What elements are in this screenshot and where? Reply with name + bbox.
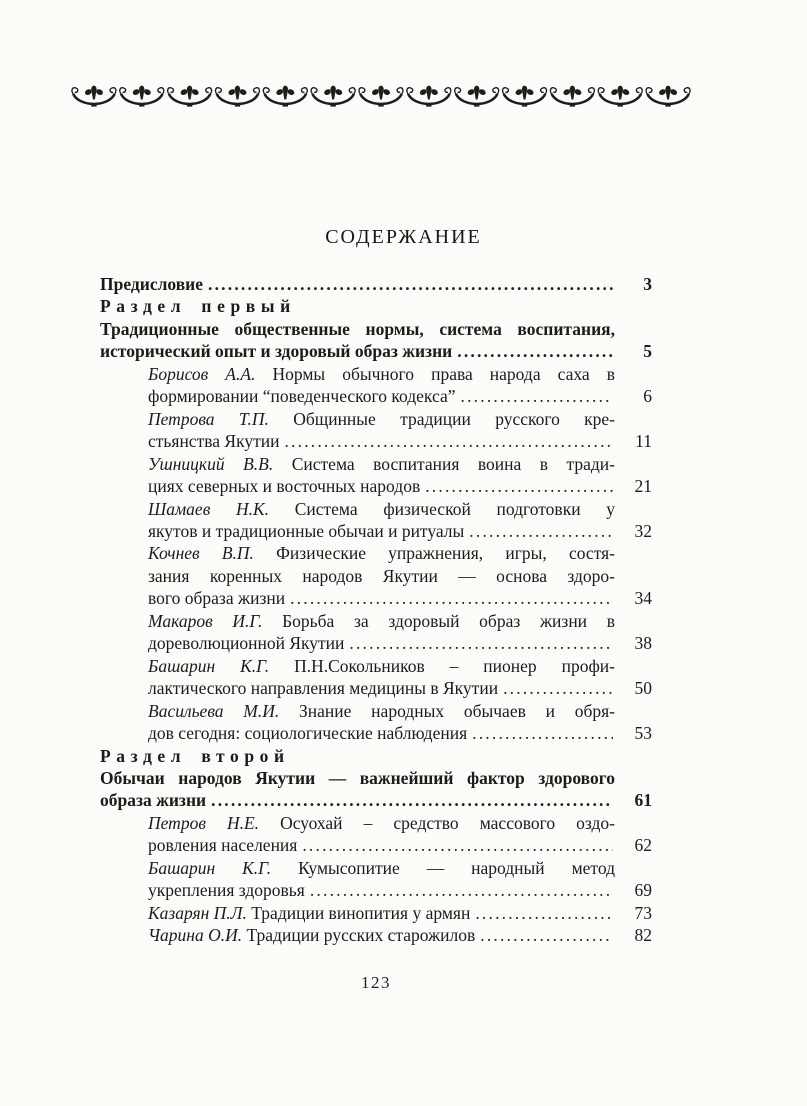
entry-title-text: дореволюционной Якутии xyxy=(148,633,345,654)
entry-title-text: Предисловие xyxy=(100,274,204,294)
toc-line xyxy=(100,857,652,879)
dot-leader xyxy=(208,273,613,295)
entry-text xyxy=(100,273,203,295)
page-number: 50 xyxy=(634,678,652,699)
entry-title-text: Раздел второй xyxy=(100,745,290,766)
author-name: Петрова Т.П. xyxy=(148,408,294,429)
entry-title-text: лактического направления медицины в Якутии xyxy=(148,678,499,699)
entry-title-text: Физические упражнения, игры, состя- xyxy=(276,543,615,564)
author-name: Макаров И.Г. xyxy=(148,610,283,631)
page-number: 5 xyxy=(643,341,652,362)
toc-line xyxy=(100,340,652,362)
author-name: Шамаев Н.К. xyxy=(148,498,295,519)
entry-title-text: Традиционные общественные нормы, система воспитания, xyxy=(100,318,615,339)
entry-title-text: исторический опыт и здоровый образ жизни xyxy=(100,341,453,362)
page-number: 11 xyxy=(635,431,652,452)
entry-title-text: Обычаи народов Якутии — важнейший фактор здорового xyxy=(100,767,615,788)
entry-title-text: Система воспитания воина в тради- xyxy=(291,453,615,474)
toc-line xyxy=(100,924,652,946)
page-number: 53 xyxy=(634,723,652,744)
entry-title-text: Борьба за здоровый образ жизни в xyxy=(282,610,615,631)
toc-line xyxy=(100,767,652,789)
entry-title-text: Нормы обычного права народа саха в xyxy=(272,363,615,384)
toc-line xyxy=(100,879,652,901)
entry-title-text: вого образа жизни xyxy=(148,588,286,609)
toc-line xyxy=(100,789,652,811)
dot-leader xyxy=(461,385,613,407)
page-number: 73 xyxy=(634,902,652,923)
toc-line xyxy=(100,520,652,542)
dot-leader xyxy=(480,924,613,946)
dot-leader xyxy=(457,340,613,362)
dot-leader xyxy=(310,879,613,901)
page-number: 38 xyxy=(634,633,652,654)
entry-text xyxy=(148,587,285,609)
dot-leader xyxy=(469,520,613,542)
entry-text xyxy=(100,340,452,362)
dot-leader xyxy=(425,475,613,497)
entry-title-text: Общинные традиции русского кре- xyxy=(293,408,616,429)
author-name: Васильева М.И. xyxy=(148,700,300,721)
dot-leader xyxy=(472,722,613,744)
entry-text xyxy=(148,677,498,699)
page-number: 3 xyxy=(643,274,652,294)
dot-leader xyxy=(284,430,613,452)
author-name: Борисов А.А. xyxy=(148,363,273,384)
entry-title-text: формировании “поведенческого кодекса” xyxy=(148,386,456,407)
entry-text xyxy=(148,520,464,542)
author-name: Башарин К.Г. xyxy=(148,655,295,676)
toc-line xyxy=(100,295,652,317)
folio-page-number: 123 xyxy=(361,973,391,992)
entry-title-text: Раздел первый xyxy=(100,296,296,317)
page-number: 21 xyxy=(634,476,652,497)
page-number: 62 xyxy=(634,835,652,856)
dot-leader xyxy=(211,789,613,811)
entry-title-text: стьянства Якутии xyxy=(148,431,280,452)
page-number: 82 xyxy=(634,925,652,946)
dot-leader xyxy=(475,902,613,924)
author-name: Кочнев В.П. xyxy=(148,543,277,564)
page-title: СОДЕРЖАНИЕ xyxy=(325,226,482,248)
entry-title-text: Традиции винопития у армян xyxy=(251,902,471,923)
entry-title-text: дов сегодня: социологические наблюдения xyxy=(148,723,468,744)
entry-title-text: Традиции русских старожилов xyxy=(246,925,476,946)
entry-title-text: ровления населения xyxy=(148,835,298,856)
toc-list xyxy=(100,273,652,947)
entry-text xyxy=(148,632,344,654)
toc-line xyxy=(100,363,652,385)
entry-text xyxy=(148,385,456,407)
toc-line xyxy=(100,812,652,834)
entry-title-text: зания коренных народов Якутии — основа здоро- xyxy=(148,565,615,586)
toc-line xyxy=(100,745,652,767)
entry-text xyxy=(148,924,475,946)
toc-line xyxy=(100,318,652,340)
entry-title-text: образа жизни xyxy=(100,790,207,811)
dot-leader xyxy=(503,677,613,699)
entry-text xyxy=(148,475,420,497)
toc-line xyxy=(100,722,652,744)
page-number: 61 xyxy=(634,790,652,811)
toc-line xyxy=(100,677,652,699)
entry-text xyxy=(148,902,470,924)
entry-title-text: циях северных и восточных народов xyxy=(148,476,421,497)
author-name: Петров Н.Е. xyxy=(148,812,281,833)
page-number: 34 xyxy=(634,588,652,609)
toc-line xyxy=(100,834,652,856)
author-name: Ушницкий В.В. xyxy=(148,453,292,474)
entry-text xyxy=(148,722,467,744)
entry-text xyxy=(100,789,206,811)
author-name: Чарина О.И. xyxy=(148,925,247,946)
dot-leader xyxy=(290,587,613,609)
toc-line xyxy=(100,453,652,475)
toc-line xyxy=(100,475,652,497)
page-number: 6 xyxy=(643,386,652,407)
toc-line xyxy=(100,587,652,609)
entry-title-text: Осуохай – средство массового оздо- xyxy=(280,812,615,833)
entry-text xyxy=(148,430,279,452)
page-number: 32 xyxy=(634,520,652,541)
toc-line xyxy=(100,430,652,452)
entry-title-text: Знание народных обычаев и обря- xyxy=(299,700,616,721)
toc-line xyxy=(100,273,652,295)
fleuron-border-icon xyxy=(70,85,692,113)
toc-line xyxy=(100,700,652,722)
toc-line xyxy=(100,542,652,564)
toc-line xyxy=(100,632,652,654)
entry-title-text: укрепления здоровья xyxy=(148,880,305,901)
author-name: Башарин К.Г. xyxy=(148,857,299,878)
toc-line xyxy=(100,498,652,520)
dot-leader xyxy=(349,632,613,654)
author-name: Казарян П.Л. xyxy=(148,902,252,923)
toc-line xyxy=(100,408,652,430)
entry-title-text: Кумысопитие — народный метод xyxy=(298,857,615,878)
toc-line xyxy=(100,385,652,407)
entry-title-text: Система физической подготовки у xyxy=(294,498,616,519)
toc-line xyxy=(100,655,652,677)
page-number: 69 xyxy=(634,880,652,901)
entry-title-text: П.Н.Сокольников – пионер профи- xyxy=(294,655,615,676)
entry-text xyxy=(148,879,305,901)
toc-line xyxy=(100,610,652,632)
toc-line xyxy=(100,565,652,587)
entry-text xyxy=(148,834,297,856)
entry-title-text: якутов и традиционные обычаи и ритуалы xyxy=(148,520,465,541)
dot-leader xyxy=(302,834,613,856)
toc-line xyxy=(100,902,652,924)
